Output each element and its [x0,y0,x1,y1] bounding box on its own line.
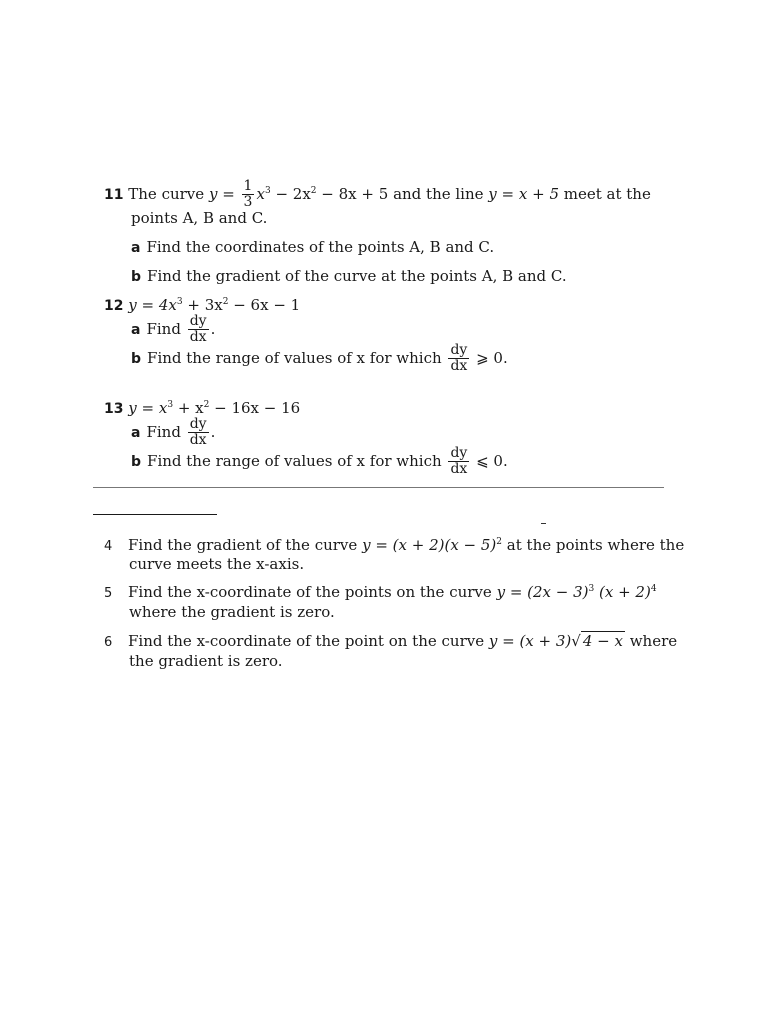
derivative-fraction [448,343,469,375]
exponent: 3 [264,185,271,196]
q11-text: The curve [128,184,205,203]
frac-numerator: dy [450,342,468,358]
q11-part-a [131,238,494,257]
eq-term: y = x [128,399,168,417]
part-label: b [131,350,142,367]
sqrt-argument: 4 − x [582,632,623,650]
eq-term: − 6x − 1 [228,296,301,314]
question-number: 11 [104,186,124,203]
stray-mark [541,523,546,524]
q6-line1 [104,632,677,651]
q13-part-b [131,446,508,478]
q5-text: where the gradient is zero. [129,603,335,621]
frac-numerator: dy [189,313,207,329]
question-number: 5 [104,586,113,601]
part-label: a [131,424,141,441]
question-number: 6 [104,635,113,650]
eq-term: + 3x [182,296,223,314]
frac-numerator: dy [450,445,468,461]
frac-denominator: dx [450,358,468,375]
derivative-fraction [448,446,469,478]
exponent: 2 [203,400,210,410]
inequality: ⩾ 0. [476,348,508,367]
exponent: 2 [310,185,317,196]
part-text: Find the coordinates of the points A, B and C. [146,238,495,256]
eq-term: y = (2x − 3) [496,583,589,601]
fraction-one-third [242,179,255,211]
part-text: Find the gradient of the curve at the points A, B and C. [147,267,567,285]
q11-line1 [104,179,651,211]
q12-part-b [131,343,508,375]
q11-part-b [131,267,567,286]
part-text: Find [146,422,181,441]
question-number: 12 [104,298,124,314]
footnote-rule [93,514,217,515]
q4-line1 [104,536,684,555]
q11-line2 [131,209,267,227]
derivative-fraction [188,314,209,346]
part-label: b [131,453,142,470]
q4-text: Find the gradient of the curve [128,536,358,554]
eq-term: y = (x + 2)(x − 5) [362,536,497,554]
q12-line1 [104,296,300,315]
eq-term: − 2x [270,184,311,203]
q4-text: at the points where the [506,536,685,554]
exponent: 3 [588,584,595,594]
period: . [210,422,216,441]
q5-line1 [104,583,657,602]
section-divider [93,487,664,488]
part-text: Find [146,319,181,338]
q11-text: and the line [393,184,484,203]
eq-x: x [256,184,265,203]
exponent: 3 [176,297,183,307]
q11-text: meet at the [563,184,651,203]
part-label: a [131,321,141,338]
q4-line2 [129,555,304,573]
exponent: 3 [167,400,174,410]
q4-text: curve meets the x-axis. [129,555,305,573]
q13-line1 [104,399,300,418]
exponent: 4 [650,584,657,594]
q6-text: where [629,632,678,650]
eq-term: y = (x + 3)√ [488,632,581,650]
q13-part-a [131,417,215,449]
line-equation: y = x + 5 [488,184,559,203]
part-text: Find the range of values of x for which [147,451,442,470]
exponent: 2 [496,537,503,547]
eq-term: − 16x − 16 [209,399,301,417]
q12-part-a [131,314,215,346]
question-number: 4 [104,539,113,554]
frac-denominator: dx [189,432,207,449]
eq-term: − 8x + 5 [316,184,389,203]
q6-text: Find the x-coordinate of the point on the curve [128,632,485,650]
part-label: b [131,269,142,285]
part-label: a [131,240,141,256]
q5-line2 [129,603,335,621]
part-text: Find the range of values of x for which [147,348,442,367]
frac-denominator: 3 [243,194,253,211]
frac-numerator: 1 [243,178,253,194]
q5-text: Find the x-coordinate of the points on the curve [128,583,492,601]
eq-term: y = 4x [128,296,177,314]
question-number: 13 [104,401,124,417]
frac-denominator: dx [450,461,468,478]
inequality: ⩽ 0. [476,451,508,470]
frac-numerator: dy [189,416,207,432]
q11-eq-lhs: y = [208,184,235,203]
frac-denominator: dx [189,329,207,346]
eq-term: + x [173,399,204,417]
exponent: 2 [222,297,229,307]
q6-text: the gradient is zero. [129,652,283,670]
q6-line2 [129,652,283,670]
eq-term: (x + 2) [594,583,651,601]
period: . [210,319,216,338]
q11-text: points A, B and C. [131,209,268,227]
derivative-fraction [188,417,209,449]
